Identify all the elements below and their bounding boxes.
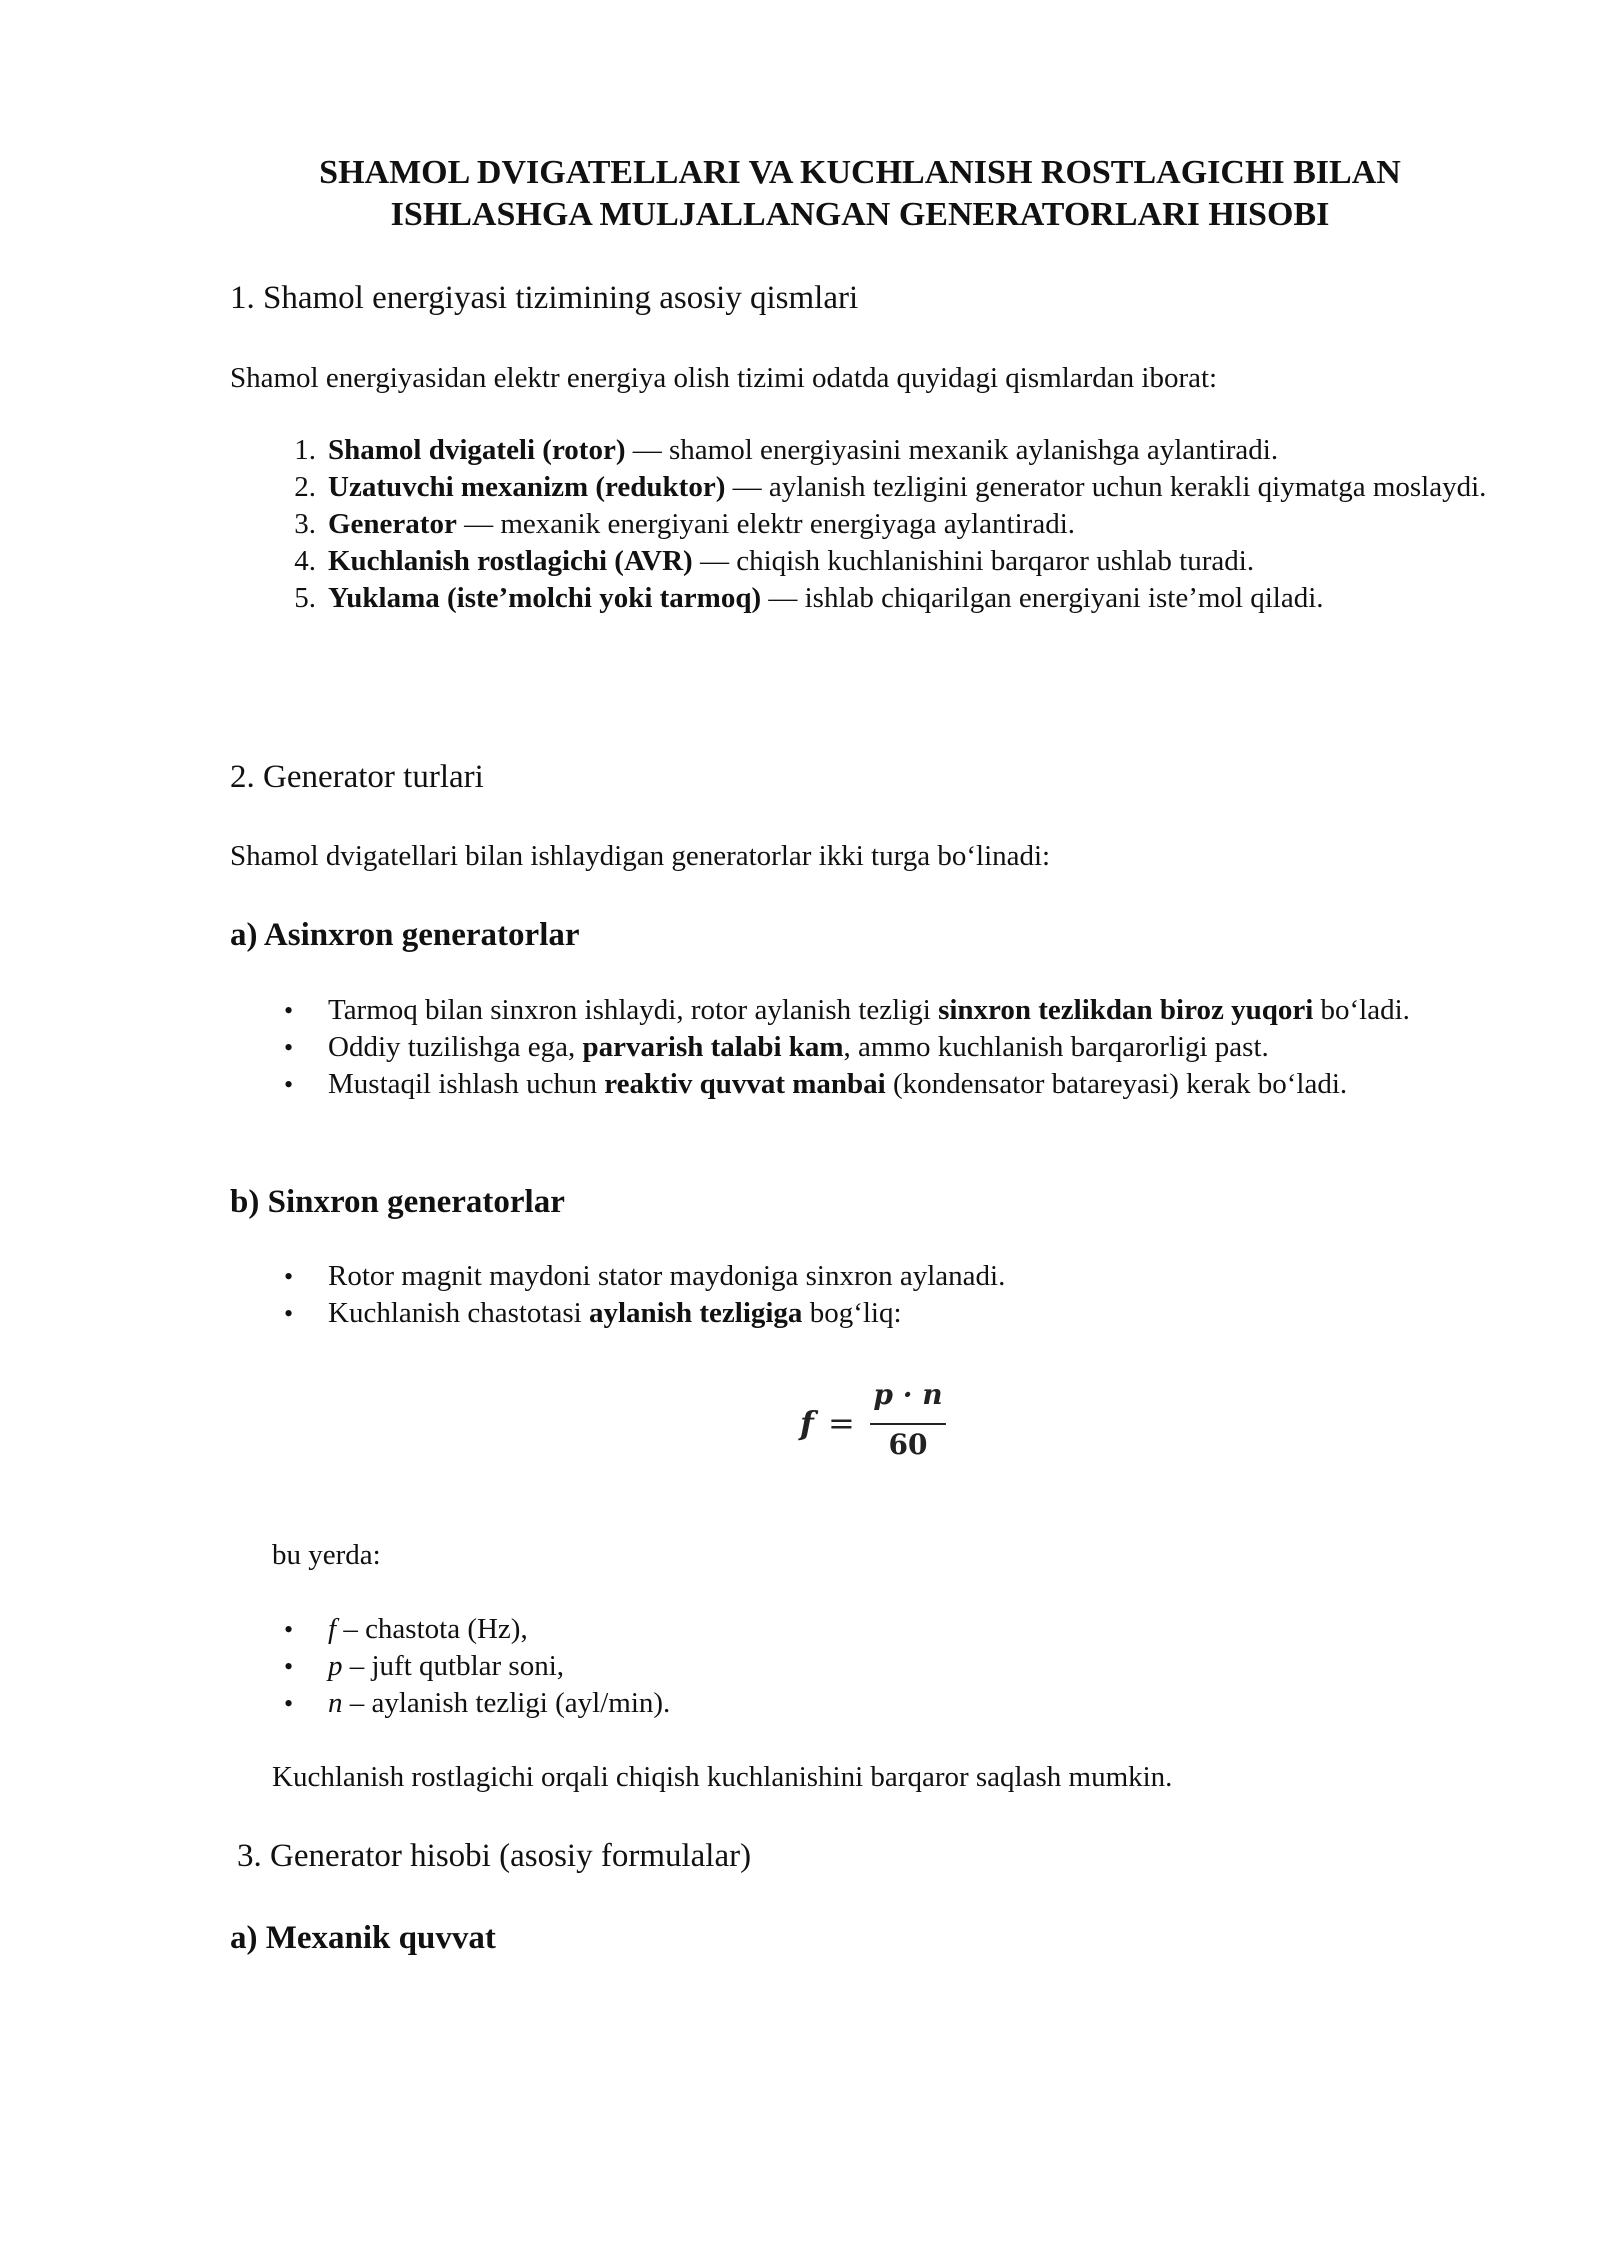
item-term: Uzatuvchi mexanizm (reduktor) <box>328 471 726 503</box>
subsection-3a-heading: a) Mexanik quvvat <box>230 1920 496 1956</box>
item-text: — ishlab chiqarilgan energiyani iste’mol qiladi. <box>761 582 1324 614</box>
item-text: — aylanish tezligini generator uchun kerakli qiymatga moslaydi. <box>725 471 1487 503</box>
list-item <box>280 1295 1510 1332</box>
formula-denominator: 60 <box>888 1428 928 1461</box>
bullet-icon: • <box>284 1262 294 1291</box>
symbol: f <box>328 1613 337 1645</box>
symbol: n <box>328 1687 343 1719</box>
frequency-formula <box>790 1378 950 1468</box>
list-number: 3. <box>294 508 316 540</box>
item-text: — chiqish kuchlanishini barqaror ushlab turadi. <box>692 545 1255 577</box>
list-item <box>280 992 1510 1029</box>
list-number: 5. <box>294 582 316 614</box>
item-text: — shamol energiyasini mexanik aylanishga aylantiradi. <box>625 434 1279 466</box>
title-line-2: ISHLASHGA MULJALLANGAN GENERATORLARI HISOBI <box>390 196 1330 233</box>
item-text: bog‘liq: <box>802 1297 902 1329</box>
bullet-icon: • <box>284 1299 294 1328</box>
item-text: (kondensator batareyasi) kerak bo‘ladi. <box>885 1068 1348 1100</box>
section-1-heading: 1. Shamol energiyasi tizimining asosiy qismlari <box>230 280 859 316</box>
asinxron-list <box>280 992 1510 1103</box>
bullet-icon: • <box>284 1689 294 1718</box>
list-item <box>280 580 1510 617</box>
bullet-icon: • <box>284 1070 294 1099</box>
list-number: 2. <box>294 471 316 503</box>
item-text: — mexanik energiyani elektr energiyaga aylantiradi. <box>456 508 1076 540</box>
bullet-icon: • <box>284 996 294 1025</box>
symbol-description: – chastota (Hz), <box>336 1613 528 1645</box>
item-text: , ammo kuchlanish barqarorligi past. <box>843 1031 1269 1063</box>
symbol: p <box>328 1650 343 1682</box>
regulator-note: Kuchlanish rostlagichi orqali chiqish kuchlanishini barqaror saqlash mumkin. <box>272 1761 1173 1793</box>
item-text: bo‘ladi. <box>1313 994 1410 1026</box>
item-term: Generator <box>328 508 457 540</box>
list-item <box>280 543 1510 580</box>
subsection-a-heading: a) Asinxron generatorlar <box>230 917 580 953</box>
item-text: Kuchlanish chastotasi <box>328 1297 589 1329</box>
item-text: Rotor magnit maydoni stator maydoniga sinxron aylanadi. <box>328 1260 1006 1292</box>
item-emphasis: aylanish tezligiga <box>588 1297 803 1329</box>
bullet-icon: • <box>284 1652 294 1681</box>
item-term: Shamol dvigateli (rotor) <box>328 434 626 466</box>
item-emphasis: reaktiv quvvat manbai <box>604 1068 886 1100</box>
fraction-bar <box>870 1423 946 1425</box>
list-item <box>280 1258 1510 1295</box>
formula-lhs: f <box>800 1404 814 1442</box>
list-item <box>280 432 1510 469</box>
list-item <box>280 1648 1510 1685</box>
item-term: Kuchlanish rostlagichi (AVR) <box>328 545 693 577</box>
document-title <box>150 152 1570 236</box>
item-text: Oddiy tuzilishga ega, <box>328 1031 583 1063</box>
section-2-heading: 2. Generator turlari <box>230 759 484 795</box>
section-1-intro: Shamol energiyasidan elektr energiya olish tizimi odatda quyidagi qismlardan iborat: <box>230 362 1218 394</box>
list-item <box>280 506 1510 543</box>
item-text: Tarmoq bilan sinxron ishlaydi, rotor aylanish tezligi <box>328 994 939 1026</box>
subsection-b-heading: b) Sinxron generatorlar <box>230 1184 565 1220</box>
section-1-list <box>280 432 1510 617</box>
list-item <box>280 469 1510 506</box>
formula-equals: = <box>828 1404 855 1442</box>
title-line-1: SHAMOL DVIGATELLARI VA KUCHLANISH ROSTLAGICHI BILAN <box>319 154 1401 191</box>
section-3-heading: 3. Generator hisobi (asosiy formulalar) <box>237 1838 752 1874</box>
item-emphasis: parvarish talabi kam <box>582 1031 844 1063</box>
list-item <box>280 1611 1510 1648</box>
section-2-intro: Shamol dvigatellari bilan ishlaydigan generatorlar ikki turga bo‘linadi: <box>230 840 1051 872</box>
bullet-icon: • <box>284 1033 294 1062</box>
list-item <box>280 1685 1510 1722</box>
symbol-description: – aylanish tezligi (ayl/min). <box>342 1687 671 1719</box>
definitions-list <box>280 1611 1510 1722</box>
symbol-description: – juft qutblar soni, <box>342 1650 565 1682</box>
list-item <box>280 1029 1510 1066</box>
formula-numerator: p · n <box>873 1378 943 1411</box>
list-number: 1. <box>294 434 316 466</box>
list-item <box>280 1066 1510 1103</box>
bullet-icon: • <box>284 1615 294 1644</box>
item-text: Mustaqil ishlash uchun <box>328 1068 605 1100</box>
sinxron-list <box>280 1258 1510 1332</box>
list-number: 4. <box>294 545 316 577</box>
item-emphasis: sinxron tezlikdan biroz yuqori <box>938 994 1314 1026</box>
where-label: bu yerda: <box>272 1539 381 1571</box>
item-term: Yuklama (iste’molchi yoki tarmoq) <box>328 582 762 614</box>
